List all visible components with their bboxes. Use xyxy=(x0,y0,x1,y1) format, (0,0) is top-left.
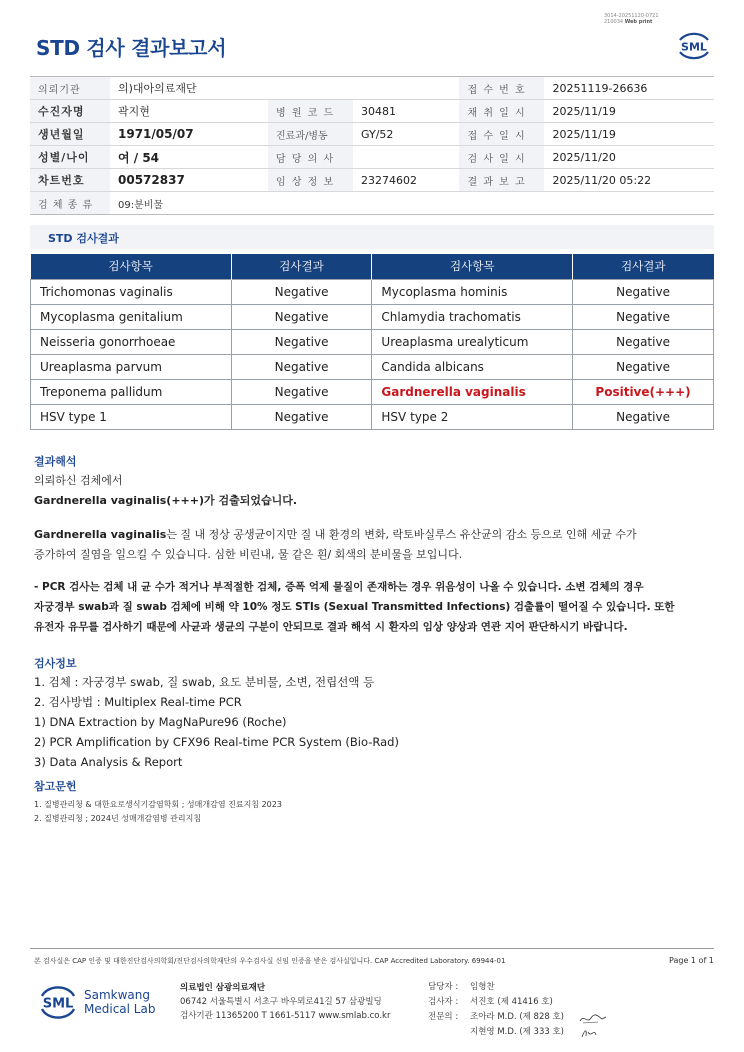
col-header-item-1: 검사항목 xyxy=(31,254,232,279)
list-item: 3) Data Analysis & Report xyxy=(34,755,183,769)
list-item: 1) DNA Extraction by MagNaPure96 (Roche) xyxy=(34,715,287,729)
test-result: Negative xyxy=(573,354,714,379)
clinical-value: 23274602 xyxy=(353,169,459,192)
interpretation-paragraph-2: - PCR 검사는 검체 내 균 수가 적거나 부적절한 검체, 증폭 억제 물질이 존재하는 경우 위음성이 나올 수 있습니다. 소변 검체의 경우 자궁경부 swab과 질 swab 검체에 비해 약 10% 정도 STIs (Sexual Transmitted Infections) 검출률이 떨어질 수 있습니다. 또한 유전자 유무를 검사하기 때문에 사균과 생균의 구분이 안되므로 결과 해석 시 환자의 임상 양상과 연관 지어 판단하시기 바랍니다. xyxy=(34,581,675,633)
staff-row: 검사자 : 서진호 (제 41416 호) xyxy=(428,997,553,1007)
doctor-label: 담 당 의 사 xyxy=(268,146,353,169)
positive-test-item: Gardnerella vaginalis xyxy=(372,379,573,404)
test-item: HSV type 1 xyxy=(31,404,232,429)
institution-value: 의)대아의료재단 xyxy=(110,77,459,100)
test-result: Negative xyxy=(231,279,372,304)
receipt-date-label: 접 수 일 시 xyxy=(459,123,544,146)
test-item: Mycoplasma hominis xyxy=(372,279,573,304)
test-date-label: 검 사 일 시 xyxy=(459,146,544,169)
sml-logo-icon xyxy=(36,983,80,1021)
dob-label: 생년월일 xyxy=(30,123,110,146)
test-item: HSV type 2 xyxy=(372,404,573,429)
test-result: Negative xyxy=(573,404,714,429)
test-result: Negative xyxy=(573,329,714,354)
hospital-code-value: 30481 xyxy=(353,100,459,123)
interpretation-intro: 의뢰하신 검체에서 Gardnerella vaginalis(+++)가 검출되었습니다. xyxy=(34,474,298,507)
positive-test-result: Positive(+++) xyxy=(573,379,714,404)
interpretation-paragraph-1: Gardnerella vaginalis는 질 내 정상 공생균이지만 질 내 환경의 변화, 락토바실루스 유산균의 감소 등으로 인해 세균 수가 증가하여 질염을 일으킬 수 있습니다. 심한 비린내, 물 같은 흰/ 회색의 분비물을 보입니다. xyxy=(34,528,637,561)
table-row xyxy=(31,354,714,379)
test-result: Negative xyxy=(231,354,372,379)
table-row xyxy=(31,279,714,304)
institution-label: 의뢰기관 xyxy=(30,77,110,100)
chart-label: 차트번호 xyxy=(30,169,110,192)
test-info-list xyxy=(34,672,399,772)
signature-icon xyxy=(578,1026,608,1040)
staff-row: 전문의 : 조아라 M.D. (제 828 호) xyxy=(428,1012,565,1022)
references-list xyxy=(34,798,282,826)
list-item: 2. 검사방법 : Multiplex Real-time PCR xyxy=(34,695,242,709)
list-item: 1. 질병관리청 & 대한요로생식기감염학회 ; 성매개감염 진료지침 2023 xyxy=(34,800,282,809)
col-header-result-1: 검사결과 xyxy=(231,254,372,279)
test-item: Ureaplasma parvum xyxy=(31,354,232,379)
interpretation-heading: 결과해석 xyxy=(34,455,77,468)
patient-info-table xyxy=(30,76,714,215)
report-value: 2025/11/20 05:22 xyxy=(544,169,714,192)
test-item: Mycoplasma genitalium xyxy=(31,304,232,329)
staff-row: 담당자 : 임형찬 xyxy=(428,982,495,992)
test-result: Negative xyxy=(231,404,372,429)
footer-divider xyxy=(30,948,714,949)
results-table xyxy=(30,254,714,430)
staff-row: 지현영 M.D. (제 333 호) xyxy=(470,1027,565,1037)
sml-logo-icon xyxy=(674,28,714,62)
collect-date-label: 채 취 일 시 xyxy=(459,100,544,123)
table-row xyxy=(31,404,714,429)
specimen-value: 09:분비물 xyxy=(110,192,714,215)
dept-label: 진료과/병동 xyxy=(268,123,353,146)
test-item: Trichomonas vaginalis xyxy=(31,279,232,304)
staff-block xyxy=(428,980,564,1040)
receipt-date-value: 2025/11/19 xyxy=(544,123,714,146)
test-result: Negative xyxy=(573,304,714,329)
logo-text: SML xyxy=(42,996,74,1012)
specimen-label: 검 체 종 류 xyxy=(30,192,110,215)
table-row xyxy=(31,304,714,329)
table-row xyxy=(31,379,714,404)
col-header-result-2: 검사결과 xyxy=(573,254,714,279)
document-id: 3014-20251120-0721 210034 Web print xyxy=(604,13,659,25)
chart-value: 00572837 xyxy=(110,169,268,192)
col-header-item-2: 검사항목 xyxy=(372,254,573,279)
doctor-value xyxy=(353,146,459,169)
collect-date-value: 2025/11/19 xyxy=(544,100,714,123)
test-result: Negative xyxy=(573,279,714,304)
list-item: 2) PCR Amplification by CFX96 Real-time PCR System (Bio-Rad) xyxy=(34,735,399,749)
test-result: Negative xyxy=(231,329,372,354)
dept-value: GY/52 xyxy=(353,123,459,146)
hospital-code-label: 병 원 코 드 xyxy=(268,100,353,123)
patient-value: 곽지현 xyxy=(110,100,268,123)
sex-age-value: 여 / 54 xyxy=(110,146,268,169)
test-item: Ureaplasma urealyticum xyxy=(372,329,573,354)
sex-age-label: 성별/나이 xyxy=(30,146,110,169)
table-row xyxy=(31,329,714,354)
results-section-title: STD 검사결과 xyxy=(48,232,119,245)
signature-icon xyxy=(578,1012,608,1026)
receipt-no-value: 20251119-26636 xyxy=(544,77,714,100)
lab-address-block: 의료법인 삼광의료재단 06742 서울특별시 서초구 바우뫼로41길 57 삼광빌딩 검사기관 11365200 T 1661-5117 www.smlab.co.kr xyxy=(180,983,391,1021)
patient-label: 수진자명 xyxy=(30,100,110,123)
references-heading: 참고문헌 xyxy=(34,780,77,793)
receipt-no-label: 접 수 번 호 xyxy=(459,77,544,100)
clinical-label: 임 상 정 보 xyxy=(268,169,353,192)
lab-name: Samkwang Medical Lab xyxy=(84,988,156,1016)
test-item: Treponema pallidum xyxy=(31,379,232,404)
test-item: Chlamydia trachomatis xyxy=(372,304,573,329)
test-result: Negative xyxy=(231,304,372,329)
page-title: STD 검사 결과보고서 xyxy=(36,36,227,60)
list-item: 1. 검체 : 자궁경부 swab, 질 swab, 요도 분비물, 소변, 전립선액 등 xyxy=(34,675,375,689)
test-result: Negative xyxy=(231,379,372,404)
list-item: 2. 질병관리청 ; 2024년 성매개감염병 관리지침 xyxy=(34,814,202,823)
test-date-value: 2025/11/20 xyxy=(544,146,714,169)
test-item: Candida albicans xyxy=(372,354,573,379)
logo-text: SML xyxy=(681,40,707,54)
accreditation-note: 본 검사실은 CAP 인증 및 대한진단검사의학회/진단검사의학재단의 우수검사실 신임 인증을 받은 검사실입니다. CAP Accredited Laboratory. 69944-01 xyxy=(34,957,506,965)
test-item: Neisseria gonorrhoeae xyxy=(31,329,232,354)
page-number: Page 1 of 1 xyxy=(669,956,714,965)
report-label: 결 과 보 고 xyxy=(459,169,544,192)
test-info-heading: 검사정보 xyxy=(34,657,77,670)
dob-value: 1971/05/07 xyxy=(110,123,268,146)
results-section-bar xyxy=(30,225,714,249)
